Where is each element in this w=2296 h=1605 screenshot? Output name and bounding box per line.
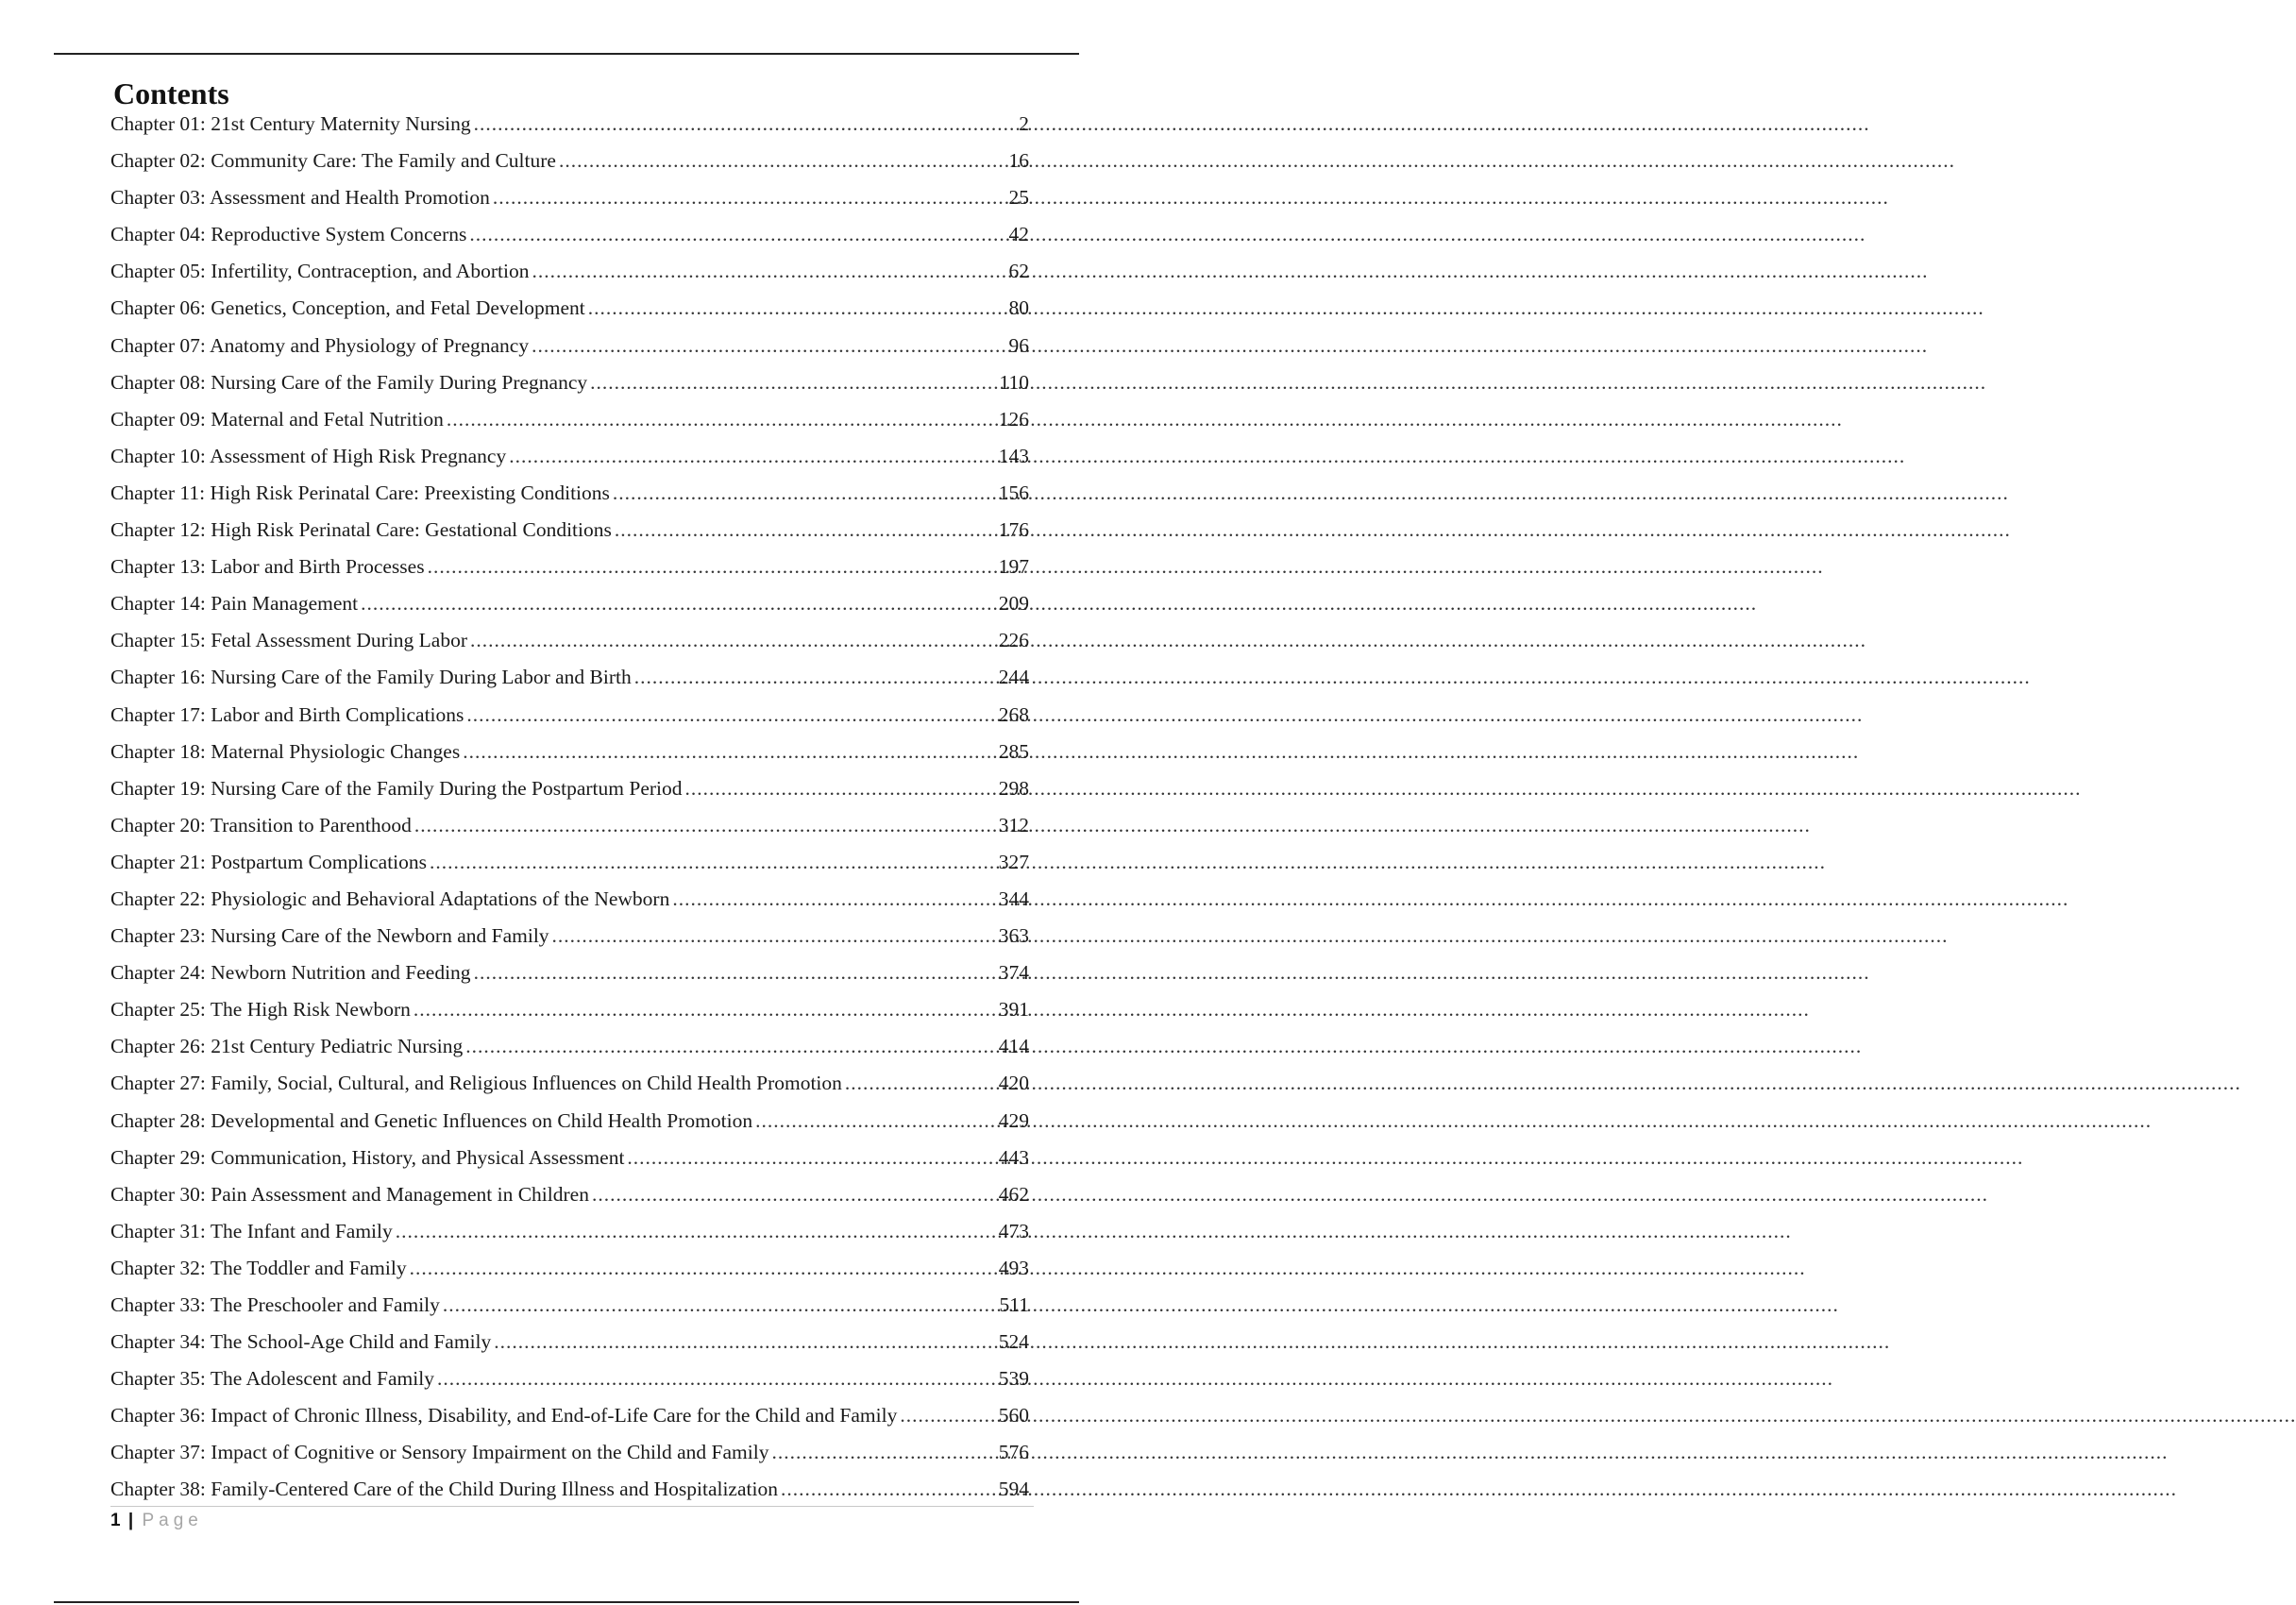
toc-entry-title: Chapter 37: Impact of Cognitive or Sensory Impairment on the Child and Family [110,1441,769,1464]
toc-entry[interactable] [110,659,1029,696]
toc-dot-leader [361,585,996,622]
toc-entry-page-number: 511 [999,1293,1029,1316]
toc-entry[interactable] [110,1250,1029,1287]
toc-dot-leader [509,438,996,475]
footer-separator: | [127,1511,134,1530]
toc-dot-leader [437,1360,996,1397]
toc-entry-title: Chapter 22: Physiologic and Behavioral Adaptations of the Newborn [110,887,670,910]
toc-entry[interactable] [110,1324,1029,1360]
toc-dot-leader [443,1287,997,1324]
toc-entry-title: Chapter 19: Nursing Care of the Family During the Postpartum Period [110,776,683,800]
toc-entry-title: Chapter 12: High Risk Perinatal Care: Gestational Conditions [110,518,612,542]
toc-dot-leader [771,1434,995,1471]
toc-entry-page-number: 16 [1008,149,1029,173]
toc-dot-leader [428,549,996,585]
toc-dot-leader [615,512,996,549]
toc-dot-leader [588,290,1006,327]
toc-dot-leader [755,1103,996,1140]
toc-entry-page-number: 414 [998,1035,1029,1058]
toc-dot-leader [781,1471,996,1508]
toc-entry-title: Chapter 01: 21st Century Maternity Nursing [110,112,471,135]
toc-dot-leader [474,955,996,991]
toc-entry-title: Chapter 11: High Risk Perinatal Care: Preexisting Conditions [110,481,610,504]
toc-dot-leader [532,328,1005,364]
toc-entry-page-number: 197 [998,555,1029,579]
toc-entry-title: Chapter 23: Nursing Care of the Newborn and Family [110,924,549,948]
toc-entry[interactable] [110,955,1029,991]
toc-entry-title: Chapter 38: Family-Centered Care of the Child During Illness and Hospitalization [110,1478,778,1501]
toc-entry-title: Chapter 07: Anatomy and Physiology of Pregnancy [110,333,530,357]
toc-entry[interactable] [110,401,1029,438]
toc-entry-title: Chapter 08: Nursing Care of the Family During Pregnancy [110,370,588,394]
toc-entry[interactable] [110,1213,1029,1250]
toc-entry-page-number: 244 [998,666,1029,689]
toc-dot-leader [469,216,1005,253]
toc-entry-page-number: 62 [1008,260,1029,283]
toc-dot-leader [590,364,996,401]
contents-heading: Contents [113,76,229,111]
toc-entry-page-number: 2 [1019,112,1029,135]
toc-dot-leader [613,475,996,512]
toc-entry[interactable] [110,1471,1029,1508]
toc-entry[interactable] [110,697,1029,734]
toc-entry-title: Chapter 17: Labor and Birth Complications [110,702,464,726]
toc-dot-leader [396,1213,996,1250]
toc-entry[interactable] [110,585,1029,622]
toc-dot-leader [447,401,996,438]
toc-entry-page-number: 443 [998,1145,1029,1169]
toc-entry-title: Chapter 09: Maternal and Fetal Nutrition [110,407,444,431]
toc-entry[interactable] [110,1103,1029,1140]
footer-page-label: Page [142,1511,203,1530]
toc-entry-page-number: 493 [998,1256,1029,1279]
toc-entry[interactable] [110,253,1029,290]
toc-entry-title: Chapter 15: Fetal Assessment During Labor [110,629,467,652]
toc-entry-title: Chapter 27: Family, Social, Cultural, and Religious Influences on Child Health Promotion [110,1072,842,1095]
top-border-line [54,53,1079,55]
toc-dot-leader [685,770,996,807]
toc-entry[interactable] [110,364,1029,401]
toc-entry[interactable] [110,1434,1029,1471]
toc-entry-title: Chapter 29: Communication, History, and Physical Assessment [110,1145,625,1169]
toc-entry-page-number: 560 [998,1404,1029,1428]
toc-dot-leader [463,734,996,770]
toc-entry-page-number: 524 [998,1330,1029,1354]
toc-entry-title: Chapter 04: Reproductive System Concerns [110,223,467,246]
toc-entry-page-number: 96 [1008,333,1029,357]
toc-entry-title: Chapter 30: Pain Assessment and Management in Children [110,1182,589,1206]
toc-entry-title: Chapter 36: Impact of Chronic Illness, Disability, and End-of-Life Care for the Child and Family [110,1404,898,1428]
toc-dot-leader [592,1176,996,1213]
toc-entry[interactable] [110,844,1029,881]
toc-entry-title: Chapter 21: Postpartum Complications [110,850,428,873]
toc-entry-page-number: 298 [998,776,1029,800]
toc-dot-leader [634,659,996,696]
toc-entry-page-number: 42 [1008,223,1029,246]
toc-entry-page-number: 143 [998,444,1029,467]
toc-entry-page-number: 226 [998,629,1029,652]
toc-dot-leader [430,844,996,881]
toc-entry-page-number: 429 [998,1108,1029,1132]
toc-dot-leader [465,1028,996,1065]
toc-entry-page-number: 420 [998,1072,1029,1095]
toc-entry-title: Chapter 16: Nursing Care of the Family During Labor and Birth [110,666,632,689]
toc-entry[interactable] [110,1140,1029,1176]
toc-entry[interactable] [110,290,1029,327]
toc-entry[interactable] [110,991,1029,1028]
toc-entry[interactable] [110,549,1029,585]
toc-entry-page-number: 374 [998,961,1029,985]
toc-dot-leader [414,991,996,1028]
toc-entry-page-number: 312 [998,813,1029,836]
toc-entry[interactable] [110,734,1029,770]
toc-entry-title: Chapter 10: Assessment of High Risk Pregnancy [110,444,507,467]
toc-entry[interactable] [110,881,1029,918]
toc-entry-page-number: 80 [1008,296,1029,320]
footer-rule [110,1506,1034,1507]
toc-entry-title: Chapter 14: Pain Management [110,592,359,616]
toc-dot-leader [494,1324,995,1360]
toc-entry-title: Chapter 03: Assessment and Health Promotion [110,186,490,210]
toc-dot-leader [559,143,1006,179]
footer-page-number: 1 [110,1511,121,1530]
toc-entry-page-number: 209 [998,592,1029,616]
toc-entry-page-number: 576 [998,1441,1029,1464]
toc-entry-title: Chapter 02: Community Care: The Family and Culture [110,149,556,173]
toc-entry[interactable] [110,807,1029,844]
toc-entry[interactable] [110,179,1029,216]
toc-entry[interactable] [110,438,1029,475]
toc-dot-leader [552,918,996,955]
toc-entry-page-number: 176 [998,518,1029,542]
toc-entry-title: Chapter 33: The Preschooler and Family [110,1293,440,1316]
toc-entry[interactable] [110,1397,1029,1434]
toc-entry-title: Chapter 06: Genetics, Conception, and Fetal Development [110,296,585,320]
toc-entry-page-number: 344 [998,887,1029,910]
toc-entry-page-number: 110 [999,370,1029,394]
page-footer [110,1510,203,1532]
table-of-contents [110,106,1029,1509]
toc-dot-leader [845,1065,996,1102]
toc-entry-page-number: 594 [998,1478,1029,1501]
toc-entry[interactable] [110,770,1029,807]
toc-entry-title: Chapter 25: The High Risk Newborn [110,998,411,1022]
toc-entry-title: Chapter 32: The Toddler and Family [110,1256,407,1279]
toc-entry-page-number: 539 [998,1367,1029,1391]
toc-entry-page-number: 126 [998,407,1029,431]
toc-entry[interactable] [110,1028,1029,1065]
toc-entry[interactable] [110,328,1029,364]
toc-dot-leader [672,881,995,918]
toc-entry-page-number: 363 [998,924,1029,948]
toc-entry-page-number: 156 [998,481,1029,504]
toc-dot-leader [532,253,1005,290]
toc-entry-title: Chapter 31: The Infant and Family [110,1219,393,1242]
toc-entry-title: Chapter 20: Transition to Parenthood [110,813,412,836]
toc-dot-leader [474,106,1017,143]
toc-entry-page-number: 285 [998,739,1029,763]
toc-dot-leader [470,622,996,659]
toc-entry-title: Chapter 24: Newborn Nutrition and Feeding [110,961,471,985]
toc-entry-title: Chapter 05: Infertility, Contraception, and Abortion [110,260,530,283]
toc-entry[interactable] [110,216,1029,253]
toc-entry-title: Chapter 35: The Adolescent and Family [110,1367,434,1391]
toc-entry-page-number: 473 [998,1219,1029,1242]
toc-entry-title: Chapter 26: 21st Century Pediatric Nursing [110,1035,464,1058]
toc-dot-leader [900,1397,995,1434]
toc-dot-leader [493,179,1006,216]
toc-entry[interactable] [110,475,1029,512]
toc-entry-title: Chapter 28: Developmental and Genetic Influences on Child Health Promotion [110,1108,753,1132]
toc-entry[interactable] [110,1360,1029,1397]
toc-dot-leader [466,697,995,734]
toc-entry-page-number: 327 [998,850,1029,873]
toc-entry-page-number: 391 [998,998,1029,1022]
toc-entry[interactable] [110,918,1029,955]
toc-entry[interactable] [110,1176,1029,1213]
toc-entry-page-number: 25 [1008,186,1029,210]
toc-entry-title: Chapter 13: Labor and Birth Processes [110,555,425,579]
toc-entry-title: Chapter 18: Maternal Physiologic Changes [110,739,461,763]
toc-entry[interactable] [110,143,1029,179]
toc-entry[interactable] [110,1065,1029,1102]
toc-dot-leader [414,807,996,844]
toc-entry-page-number: 268 [998,702,1029,726]
toc-dot-leader [410,1250,996,1287]
toc-entry[interactable] [110,1287,1029,1324]
toc-entry-title: Chapter 34: The School-Age Child and Family [110,1330,492,1354]
toc-dot-leader [627,1140,995,1176]
toc-entry-page-number: 462 [998,1182,1029,1206]
toc-entry[interactable] [110,622,1029,659]
toc-entry[interactable] [110,106,1029,143]
toc-entry[interactable] [110,512,1029,549]
bottom-border-line [54,1601,1079,1603]
